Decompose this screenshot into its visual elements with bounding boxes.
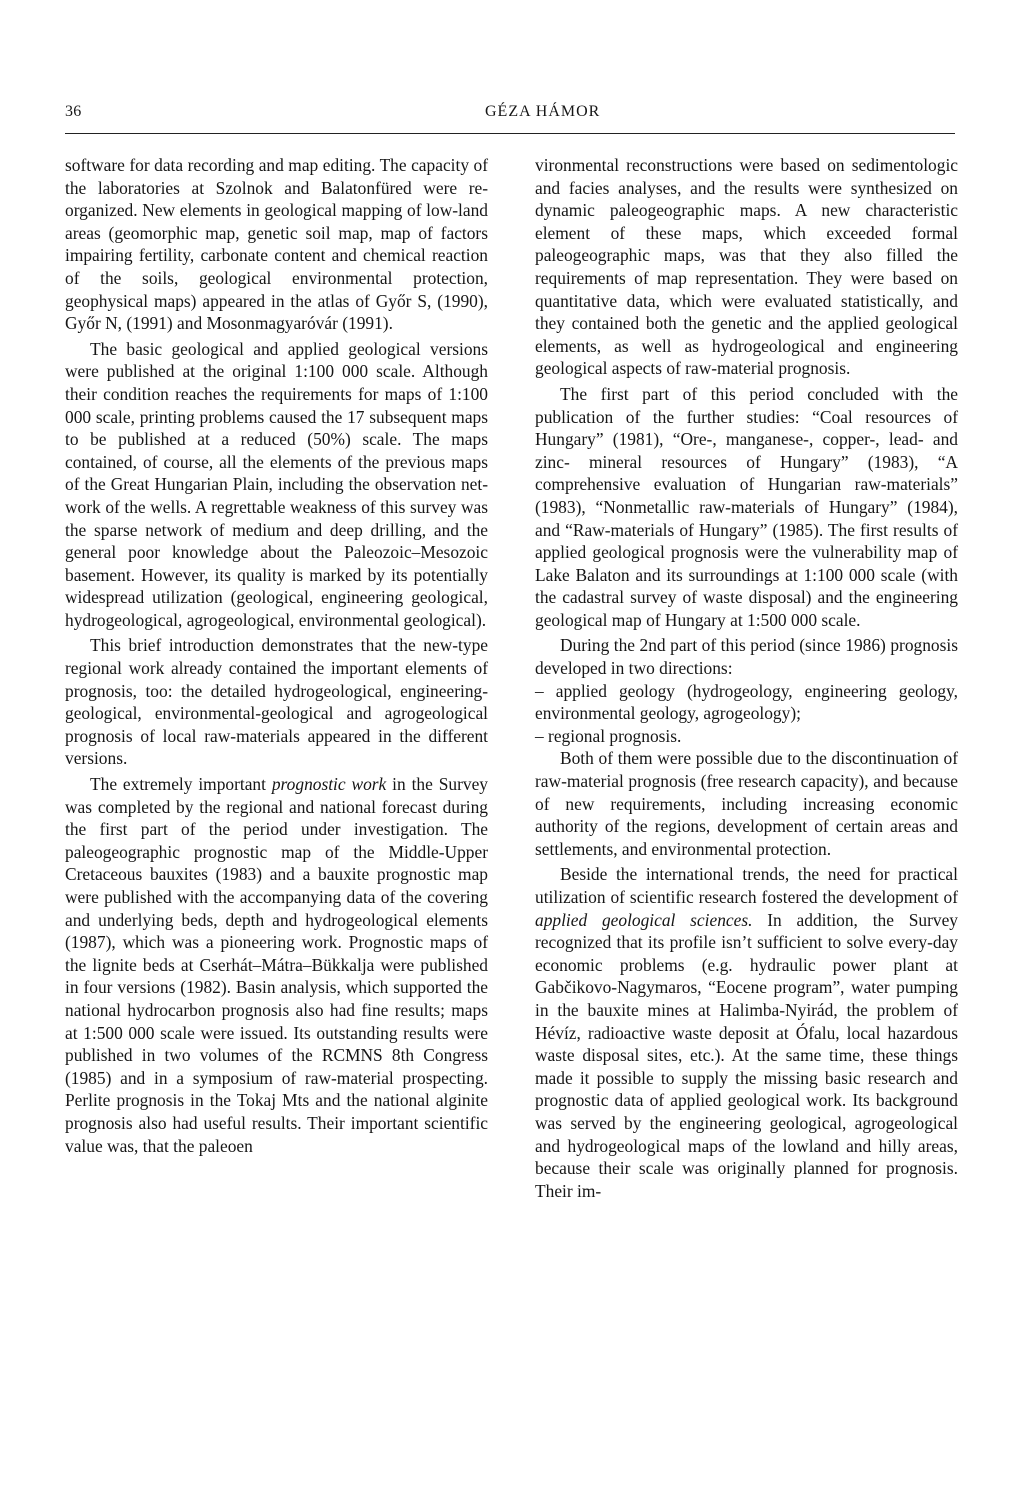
right-column [535,154,958,1202]
paragraph-right-5-body: In addition, the Survey recognized that its profile isn’t sufficient to solve every-day economic problems (e.g. hydraulic power plant at Gabčikovo-Nagymaros, “Eocene program”, water pumping in the bauxite mines at Halimba-Nyirád, the problem of Hévíz, radioactive waste deposit at Ófalu, local hazardous waste disposal sites, etc.). At the same time, these things made it possible to supply the missing basic research and prognostic data of applied geological work. Its background was served by the engineering geological, agrogeological and hydrogeological maps of the lowland and hilly areas, because their scale was originally planned for prognosis. Their im- [535,909,959,1201]
paragraph-left-4-intro: The extremely important [90,774,272,795]
paragraph-right-2: The first part of this period concluded with the publication of the further studies: “Coal resources of Hungary” (1981), “Ore-, manganese-, copper-, lead- and zinc- mineral resources of Hungary” (1983), “A comprehensive evaluation of Hungarian raw-materials” (1983), “Nonmetallic raw-materials of Hungary” (1984), and “Raw-materials of Hungary” (1985). The first results of applied geological prognosis were the vulnerability map of Lake Balaton and its surroundings at 1:100 000 scale (with the cadastral survey of waste disposal) and the engineering geological map of Hungary at 1:500 000 scale. [535,383,958,630]
paragraph-left-2: The basic geological and applied geological versions were published at the original 1:100 000 scale. Although their condition reaches the requirements for maps of 1:100 000 scale, printing problems caused the 17 subsequent maps to be published at a reduced (50%) scale. The maps contained, of course, all the elements of the previous maps of the Great Hungarian Plain, including the observation network of the wells. A regrettable weakness of this survey was the sparse network of medium and deep drilling, and the general poor knowledge about the Paleozoic–Mesozoic basement. However, its quality is marked by its potentially widespread utilization (geological, engineering geological, hydrogeological, agrogeological, environmental geological). [65,338,488,630]
list-item-applied-geology: – applied geology (hydrogeology, engineering geology, environmental geology, agrogeology); [535,680,958,724]
paragraph-left-4-body: in the Survey was completed by the regional and national forecast during the first part of the period under investigation. The paleogeographic prognostic map of the Middle-Upper Cretaceous bauxites (1983) and a bauxite prognostic map were published with the accompanying data of the covering and underlying beds, depth and hydrogeological elements (1987), which was a pioneering work. Prognostic maps of the lignite beds at Cserhát–Mátra–Bükkalja were published in four versions (1982). Basin analysis, which supported the national hydrocarbon prognosis also had fine results; maps at 1:500 000 scale were issued. Its outstanding results were published in two volumes of the RCMNS 8th Congress (1985) and in a symposium of raw-material prospecting. Perlite prognosis in the Tokaj Mts and the national alginite prognosis also had useful results. Their important scientific value was, that the paleoen [65,774,488,1156]
paragraph-right-5 [535,863,958,1202]
left-column [65,154,488,1157]
paragraph-right-3: During the 2nd part of this period (since 1986) prognosis developed in two directions: [535,635,958,679]
paragraph-right-4: Both of them were possible due to the discontinuation of raw-material prognosis (free research capacity), and because of new requirements, including increasing economic authority of the regions, development of certain areas and settlements, and environmental protection. [535,748,958,859]
applied-geological-sciences-emphasis: applied geological sciences. [535,909,753,930]
prognostic-work-emphasis: prognostic work [271,774,387,795]
running-head-author: GÉZA HÁMOR [485,103,601,120]
paragraph-left-4 [65,773,488,1157]
paragraph-right-5-intro: Beside the international trends, the need for practical utilization of scientific research fostered the development of [535,864,958,907]
paragraph-left-3: This brief introduction demonstrates that the new-type regional work already contained the important elements of prognosis, too: the detailed hydrogeological, engineering-geological, environmental-geological and agrogeological prognosis of local raw-materials appeared in the different versions. [65,635,488,769]
header-rule [65,133,955,134]
paragraph-right-1: vironmental reconstructions were based on sedimentologic and facies analyses, and the results were synthesized on dynamic paleogeographic maps. A new characteristic element of these maps, which exceeded formal paleogeographic maps, was that they also filled the requirements of map representation. They were based on quantitative data, which were evaluated statistically, and they contained both the genetic and the applied geological elements, as well as hydrogeological and engineering geological aspects of raw-material prognosis. [535,155,958,379]
paragraph-left-1: software for data recording and map editing. The capacity of the laboratories at Szolnok and Balatonfüred were re-organized. New elements in geological mapping of low-land areas (geomorphic map, genetic soil map, map of factors impairing fertility, carbonate content and chemical reaction of the soils, geological environmental protection, geophysical maps) appeared in the atlas of Győr S, (1990), Győr N, (1991) and Mosonmagyaróvár (1991). [65,155,488,334]
page-number: 36 [65,103,82,120]
page-header [65,103,955,129]
list-item-regional-prognosis: – regional prognosis. [535,725,682,746]
